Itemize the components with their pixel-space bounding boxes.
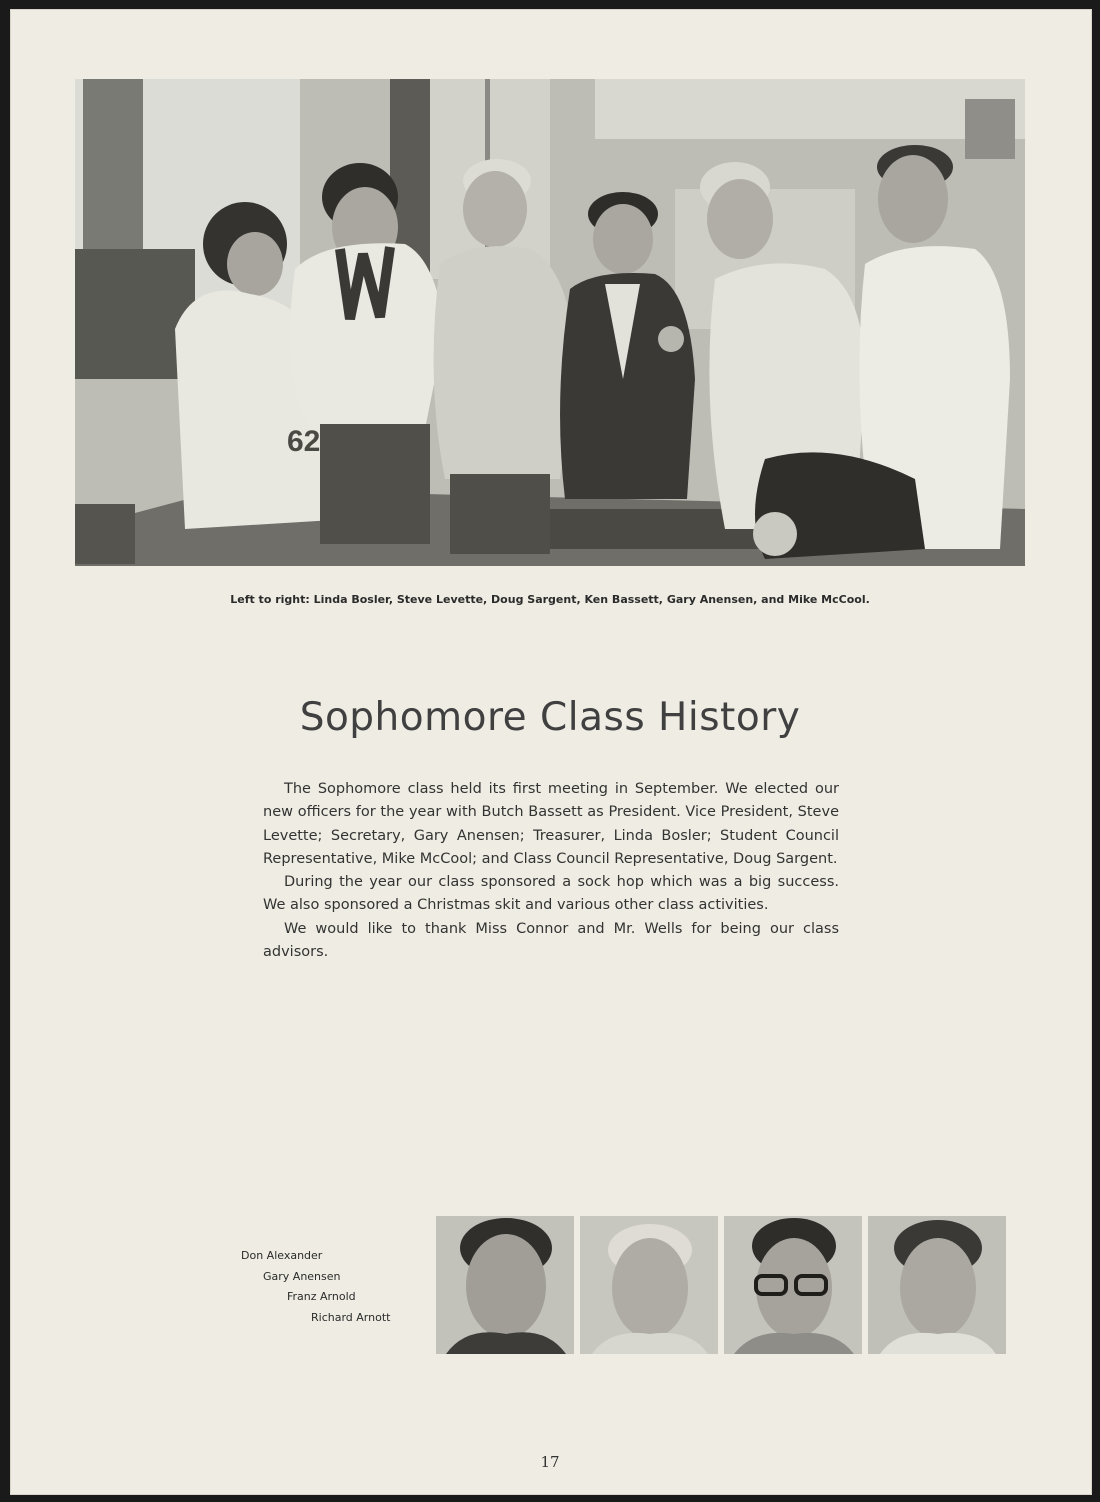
page-number: 17 — [540, 1453, 560, 1471]
student-portrait — [724, 1216, 862, 1354]
photo-caption: Left to right: Linda Bosler, Steve Levette, Doug Sargent, Ken Bassett, Gary Anensen, and Mike McCool. — [230, 593, 870, 606]
group-photo-illustration — [75, 79, 1025, 566]
student-portrait — [436, 1216, 574, 1354]
student-portrait — [868, 1216, 1006, 1354]
page-title: Sophomore Class History — [299, 695, 801, 740]
student-name-list — [241, 1246, 441, 1328]
student-name: Richard Arnott — [311, 1310, 391, 1324]
sweater-letters: 62 — [287, 425, 321, 458]
history-paragraph: The Sophomore class held its first meeting in September. We elected our new officers for the year with Butch Bassett as President. Vice President, Steve Levette; Secretary, Gary Anensen; Treasurer, Linda Bosler; Student Council Representative, Mike McCool; and Class Council Representative, Doug Sargent. — [263, 781, 839, 867]
history-paragraph: We would like to thank Miss Connor and Mr. Wells for being our class advisors. — [263, 920, 839, 961]
student-name: Don Alexander — [241, 1249, 323, 1262]
history-paragraph: During the year our class sponsored a sock hop which was a big success. We also sponsored a Christmas skit and various other class activities. — [263, 874, 839, 914]
class-history-text — [263, 778, 839, 964]
yearbook-page — [10, 9, 1092, 1495]
group-photo — [75, 79, 1025, 566]
student-portrait — [580, 1216, 718, 1354]
student-name: Gary Anensen — [263, 1269, 341, 1283]
student-name: Franz Arnold — [287, 1290, 356, 1303]
